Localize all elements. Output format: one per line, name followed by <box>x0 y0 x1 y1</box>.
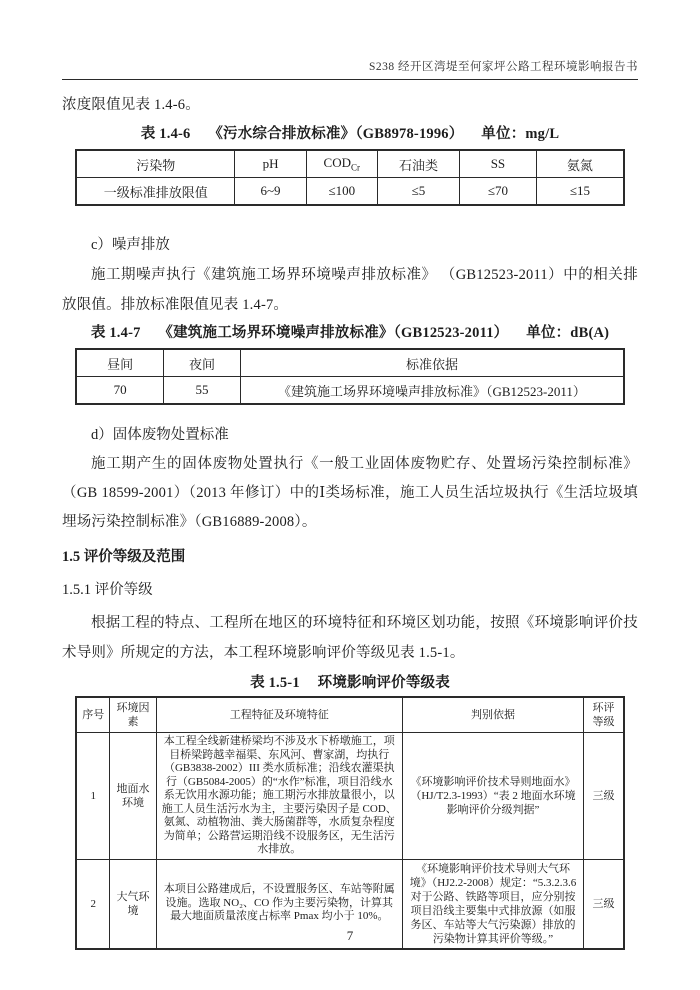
cell-noise-basis: 《建筑施工场界环境噪声排放标准》（GB12523-2011） <box>240 377 624 405</box>
table-151-caption-title: 环境影响评价等级表 <box>317 675 450 691</box>
heading-1-5-1: 1.5.1 评价等级 <box>62 582 153 598</box>
paragraph-solid-waste: 施工期产生的固体废物处置执行《一般工业固体废物贮存、处置场污染控制标准》（GB 18599-2001）（2013 年修订）中的Ⅰ类场标准，施工人员生活垃圾执行《生活垃圾填埋场污染控制标准》（GB16889-2008）。 <box>62 456 638 530</box>
header-title: S238 经开区湾堤至何家坪公路工程环境影响报告书 <box>368 61 638 73</box>
cell-cod-value: ≤100 <box>306 178 377 206</box>
table-146-data-row <box>76 178 624 206</box>
table-151-header-feature: 工程特征及环境特征 <box>156 697 403 733</box>
cell-row1-grade: 三级 <box>583 733 624 860</box>
table-147-caption-title: 《建筑施工场界环境噪声排放标准》（GB12523-2011） <box>158 325 509 341</box>
cell-nh3n-value: ≤15 <box>536 178 624 206</box>
table-151-row-1 <box>76 733 624 860</box>
table-146-caption-label: 表 1.4-6 <box>140 126 191 142</box>
paragraph-intro: 浓度限值见表 1.4-6。 <box>62 97 200 113</box>
cod-label: COD <box>323 155 351 171</box>
cell-row2-factor: 大气环境 <box>110 859 156 949</box>
table-151-caption-label: 表 1.5-1 <box>250 675 300 691</box>
cell-night-value: 55 <box>164 377 241 405</box>
cell-row2-basis: 《环境影响评价技术导则大气环境》（HJ2.2-2008）规定：“5.3.2.3.6 对于公路、铁路等项目，应分别按项目沿线主要集中式排放源（如服务区、车站等大气污染源）排放的污染物计算其评价等级。” <box>403 859 584 949</box>
section-c-heading: c）噪声排放 <box>91 237 170 253</box>
table-151-header-no: 序号 <box>76 697 110 733</box>
cell-row2-grade: 三级 <box>583 859 624 949</box>
cell-row1-factor: 地面水环境 <box>110 733 156 860</box>
heading-1-5: 1.5 评价等级及范围 <box>62 549 186 565</box>
table-146-caption-unit: 单位：mg/L <box>481 126 560 142</box>
cell-row-label: 一级标准排放限值 <box>76 178 235 206</box>
table-146-caption <box>62 122 638 143</box>
paragraph-noise: 施工期噪声执行《建筑施工场界环境噪声排放标准》 （GB12523-2011）中的相关排放限值。排放标准限值见表 1.4-7。 <box>62 267 638 313</box>
cell-row1-feature: 本工程全线新建桥梁均不涉及水下桥墩施工，项目桥梁跨越幸福渠、东风河、曹家湖，均执行（GB3838-2002）III 类水质标准；沿线农灌渠执行（GB5084-2005）的“水作”标准，项目沿线水系无饮用水源功能；施工期污水排放量很小，以施工人员生活污水为主，主要污染因子是 COD、氨氮、动植物油、粪大肠菌群等，水质复杂程度为简单；公路营运期沿线不设服务区，无生活污水排放。 <box>156 733 403 860</box>
table-146-header-row <box>76 150 624 178</box>
table-151-header-factor: 环境因素 <box>110 697 156 733</box>
table-147-caption <box>62 321 638 342</box>
cell-row2-no: 2 <box>76 859 110 949</box>
table-146-header-pollutant: 污染物 <box>76 150 235 178</box>
table-146-header-cod <box>306 150 377 178</box>
table-151-header-row <box>76 697 624 733</box>
cell-row1-no: 1 <box>76 733 110 860</box>
table-146-caption-title: 《污水综合排放标准》（GB8978-1996） <box>208 126 464 142</box>
table-146-header-oil: 石油类 <box>377 150 459 178</box>
table-146-header-nh3n: 氨氮 <box>536 150 624 178</box>
table-147-header-day: 昼间 <box>76 349 164 377</box>
section-d-heading: d）固体废物处置标准 <box>91 427 229 443</box>
cell-oil-value: ≤5 <box>377 178 459 206</box>
table-151-caption <box>62 671 638 692</box>
table-151-header-basis: 判别依据 <box>403 697 584 733</box>
page-header <box>62 58 638 80</box>
table-151 <box>75 696 625 950</box>
table-147-header-row <box>76 349 624 377</box>
cell-day-value: 70 <box>76 377 164 405</box>
cod-subscript: Cr <box>350 162 360 173</box>
cell-row2-feature: 本项目公路建成后，不设置服务区、车站等附属设施。选取 NO₂、CO 作为主要污染物，计算其最大地面质量浓度占标率 Pmax 均小于 10%。 <box>156 859 403 949</box>
table-147-header-basis: 标准依据 <box>240 349 624 377</box>
table-151-header-grade: 环评等级 <box>583 697 624 733</box>
cell-ph-value: 6~9 <box>235 178 306 206</box>
table-146 <box>75 149 625 206</box>
table-147-data-row <box>76 377 624 405</box>
table-147-caption-label: 表 1.4-7 <box>90 325 141 341</box>
cell-ss-value: ≤70 <box>460 178 537 206</box>
page-number: 7 <box>346 928 354 943</box>
table-147-header-night: 夜间 <box>164 349 241 377</box>
table-147 <box>75 348 625 405</box>
table-146-header-ph: pH <box>235 150 306 178</box>
paragraph-grade-intro: 根据工程的特点、工程所在地区的环境特征和环境区划功能，按照《环境影响评价技术导则》所规定的方法，本工程环境影响评价等级见表 1.5-1。 <box>62 615 638 661</box>
table-147-caption-unit: 单位：dB(A) <box>526 325 610 341</box>
table-146-header-ss: SS <box>460 150 537 178</box>
cell-row1-basis: 《环境影响评价技术导则地面水》（HJ/T2.3-1993）“表 2 地面水环境影响评价分级判据” <box>403 733 584 860</box>
